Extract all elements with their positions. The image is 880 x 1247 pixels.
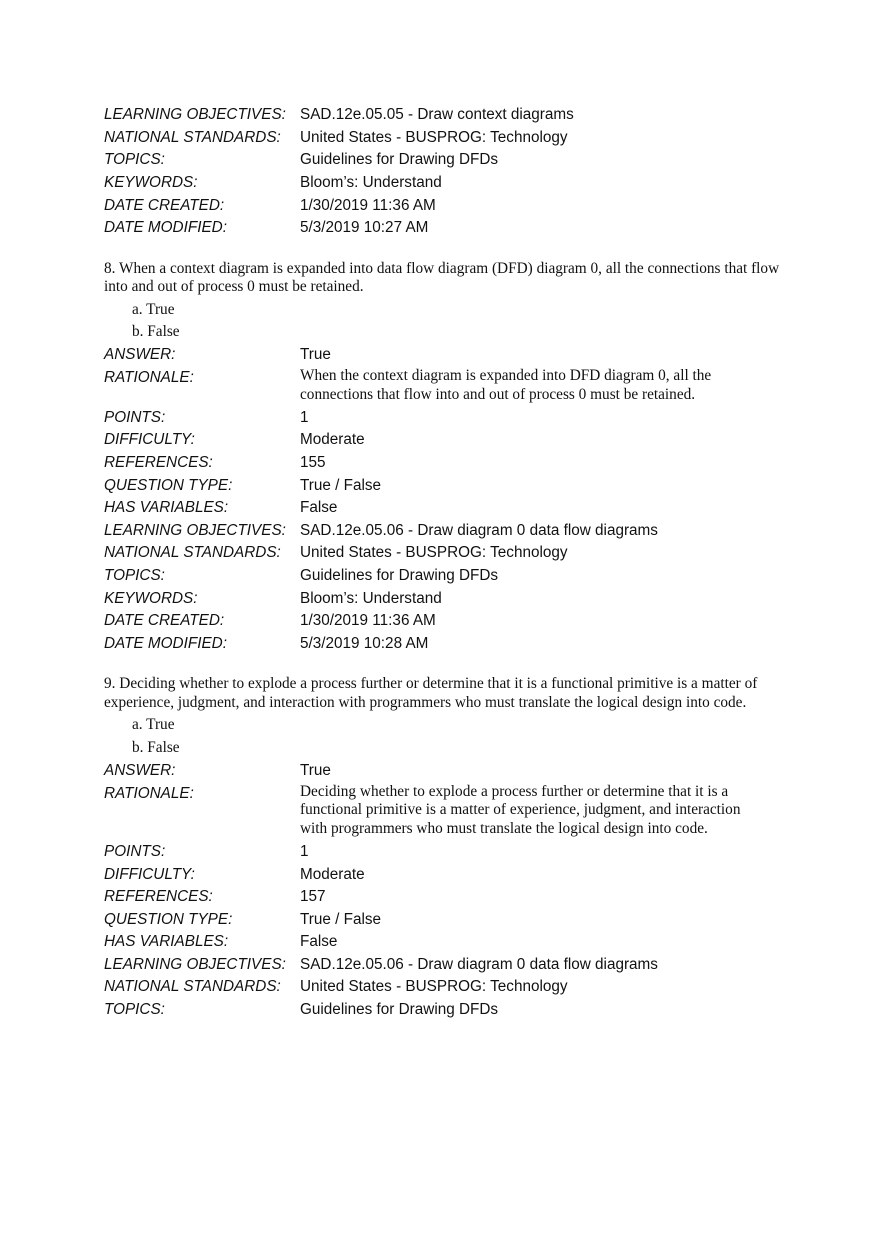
field-label: KEYWORDS:	[104, 174, 198, 192]
field-value: False	[300, 499, 338, 517]
field-value: 5/3/2019 10:27 AM	[300, 219, 429, 237]
field-label: REFERENCES:	[104, 454, 213, 472]
field-value: True / False	[300, 476, 382, 494]
topics-row	[104, 565, 780, 588]
field-value: 5/3/2019 10:28 AM	[300, 634, 429, 652]
question-9	[104, 675, 780, 1021]
date-created-row	[104, 194, 780, 217]
difficulty-row	[104, 863, 780, 886]
question-type-row	[104, 908, 780, 931]
learning-objectives-row	[104, 954, 780, 977]
field-label: DIFFICULTY:	[104, 865, 195, 883]
topics-row	[104, 999, 780, 1022]
keywords-row	[104, 587, 780, 610]
field-label: DATE CREATED:	[104, 196, 225, 214]
has-variables-row	[104, 931, 780, 954]
references-row	[104, 886, 780, 909]
field-value: True / False	[300, 910, 382, 928]
field-label: DATE MODIFIED:	[104, 634, 227, 652]
has-variables-row	[104, 497, 780, 520]
references-row	[104, 452, 780, 475]
question-type-row	[104, 474, 780, 497]
choice-b: b. False	[132, 323, 180, 341]
field-value: United States - BUSPROG: Technology	[300, 544, 568, 562]
field-value: 1	[300, 408, 309, 426]
field-value: Bloom’s: Understand	[300, 589, 442, 607]
field-value: 1/30/2019 11:36 AM	[300, 612, 436, 630]
field-value: SAD.12e.05.06 - Draw diagram 0 data flow diagrams	[300, 955, 658, 973]
field-label: HAS VARIABLES:	[104, 499, 229, 517]
field-value: False	[300, 933, 338, 951]
field-label: DIFFICULTY:	[104, 431, 195, 449]
field-label: TOPICS:	[104, 566, 165, 584]
field-value: Guidelines for Drawing DFDs	[300, 1001, 499, 1019]
field-value: 155	[300, 454, 326, 472]
field-value: Moderate	[300, 431, 365, 449]
field-value: United States - BUSPROG: Technology	[300, 128, 568, 146]
field-label: REFERENCES:	[104, 888, 213, 906]
field-label: LEARNING OBJECTIVES:	[104, 106, 286, 124]
field-label: NATIONAL STANDARDS:	[104, 128, 281, 146]
field-value: 157	[300, 888, 326, 906]
topics-row	[104, 149, 780, 172]
field-label: QUESTION TYPE:	[104, 910, 233, 928]
field-label: POINTS:	[104, 408, 166, 426]
national-standards-row	[104, 127, 780, 150]
date-modified-row	[104, 632, 780, 655]
rationale-text: Deciding whether to explode a process further or determine that it is a functional primitive is a matter of experience, judgment, and interaction with programmers who must translate the logical design into code.	[300, 782, 741, 838]
field-label: ANSWER:	[104, 346, 176, 364]
field-label: LEARNING OBJECTIVES:	[104, 955, 286, 973]
field-label: NATIONAL STANDARDS:	[104, 544, 281, 562]
field-value: 1/30/2019 11:36 AM	[300, 196, 436, 214]
field-value: Moderate	[300, 865, 365, 883]
field-value: True	[300, 346, 331, 364]
question-text: 8. When a context diagram is expanded into data flow diagram (DFD) diagram 0, all the connections that flow into and out of process 0 must be retained.	[104, 259, 780, 296]
question-text: 9. Deciding whether to explode a process further or determine that it is a functional primitive is a matter of experience, judgment, and interaction with programmers who must translate the logical design into code.	[104, 675, 758, 711]
field-label: KEYWORDS:	[104, 589, 198, 607]
national-standards-row	[104, 542, 780, 565]
field-label: DATE CREATED:	[104, 612, 225, 630]
field-value: Guidelines for Drawing DFDs	[300, 566, 499, 584]
field-label: LEARNING OBJECTIVES:	[104, 521, 286, 539]
field-label: ANSWER:	[104, 761, 176, 779]
date-created-row	[104, 610, 780, 633]
field-label: TOPICS:	[104, 151, 165, 169]
rationale-row	[104, 367, 780, 404]
field-value: True	[300, 761, 331, 779]
learning-objectives-row	[104, 104, 780, 127]
field-label: DATE MODIFIED:	[104, 219, 227, 237]
field-label: RATIONALE:	[104, 369, 194, 387]
choice-a: a. True	[132, 300, 175, 318]
choice-a: a. True	[132, 716, 175, 734]
rationale-row	[104, 783, 780, 839]
field-value: Bloom’s: Understand	[300, 174, 442, 192]
points-row	[104, 841, 780, 864]
field-value: 1	[300, 842, 309, 860]
keywords-row	[104, 172, 780, 195]
field-label: TOPICS:	[104, 1001, 165, 1019]
q7-metadata	[104, 104, 780, 240]
field-value: SAD.12e.05.05 - Draw context diagrams	[300, 106, 574, 124]
learning-objectives-row	[104, 520, 780, 543]
field-label: RATIONALE:	[104, 784, 194, 802]
date-modified-row	[104, 217, 780, 240]
rationale-text: When the context diagram is expanded into DFD diagram 0, all the connections that flow into and out of process 0 must be retained.	[300, 367, 712, 403]
choice-b: b. False	[132, 738, 180, 756]
field-value: United States - BUSPROG: Technology	[300, 978, 568, 996]
question-8	[104, 260, 780, 656]
difficulty-row	[104, 429, 780, 452]
document-page	[104, 104, 780, 1021]
field-label: HAS VARIABLES:	[104, 933, 229, 951]
field-label: QUESTION TYPE:	[104, 476, 233, 494]
points-row	[104, 407, 780, 430]
answer-row	[104, 759, 780, 782]
national-standards-row	[104, 976, 780, 999]
field-label: NATIONAL STANDARDS:	[104, 978, 281, 996]
answer-row	[104, 344, 780, 367]
field-label: POINTS:	[104, 842, 166, 860]
field-value: Guidelines for Drawing DFDs	[300, 151, 499, 169]
field-value: SAD.12e.05.06 - Draw diagram 0 data flow diagrams	[300, 521, 658, 539]
